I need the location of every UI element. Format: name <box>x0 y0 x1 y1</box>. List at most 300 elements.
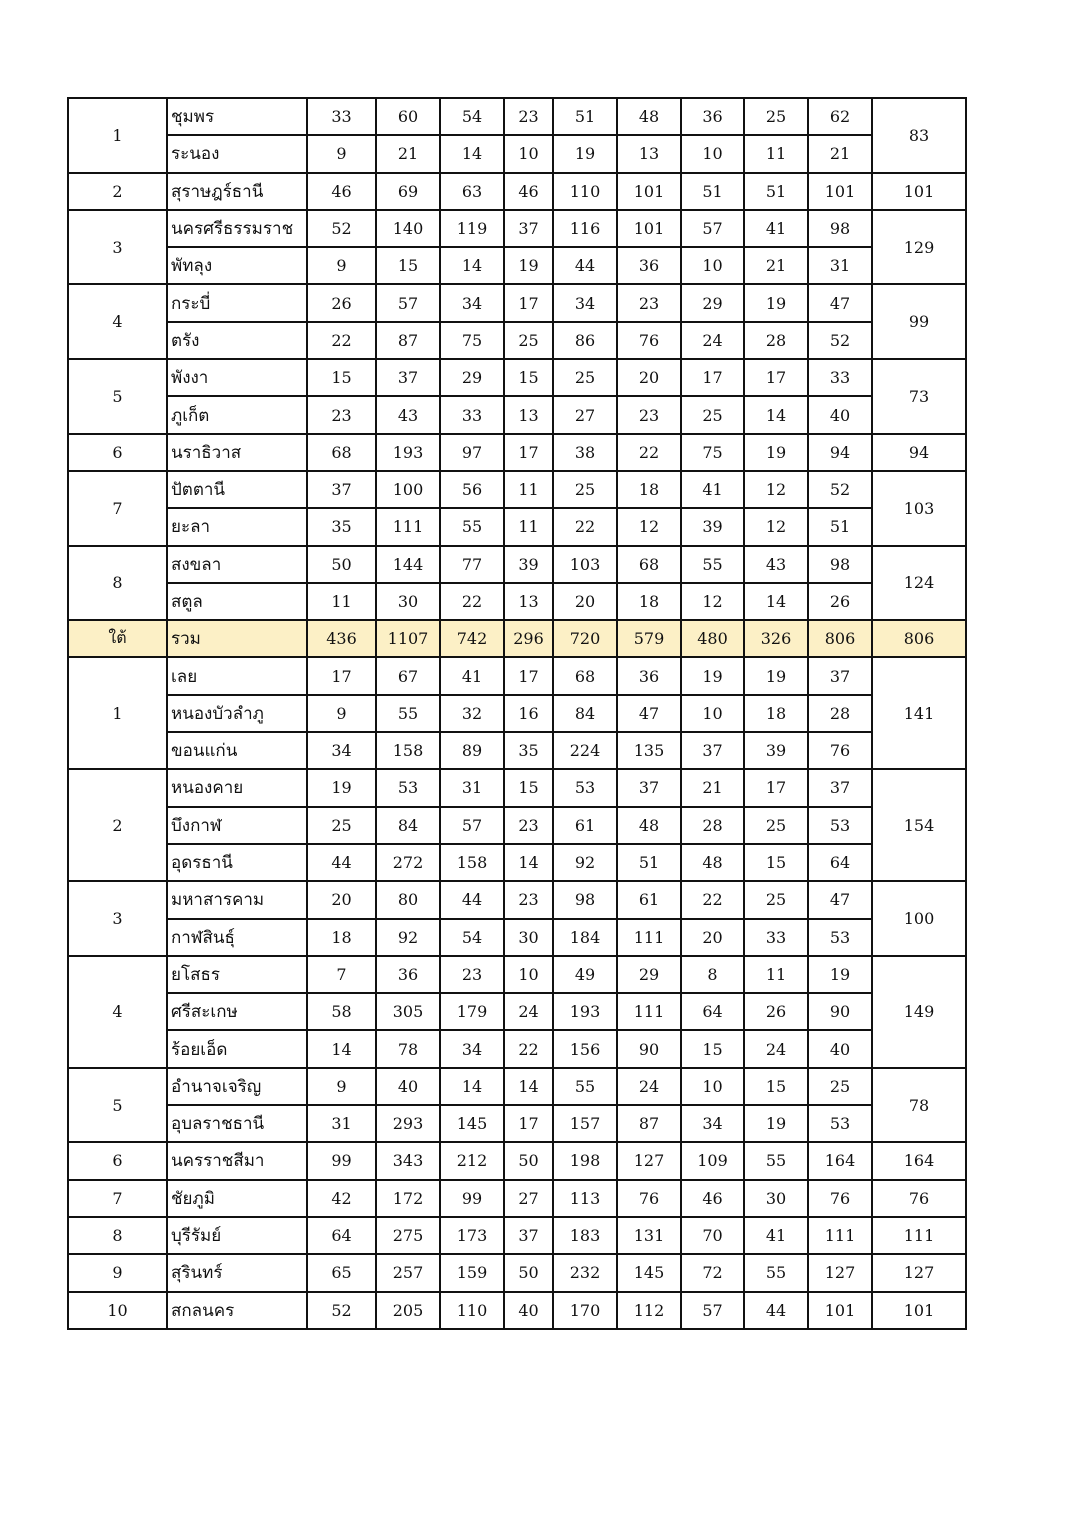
value-cell: 9 <box>307 695 376 732</box>
zone-total-cell: 76 <box>872 1180 966 1217</box>
zone-cell: 5 <box>68 1068 167 1143</box>
zone-total-cell: 127 <box>872 1254 966 1291</box>
value-cell: 33 <box>744 919 808 956</box>
value-cell: 10 <box>504 135 553 172</box>
value-cell: 90 <box>808 993 872 1030</box>
value-cell: 44 <box>440 881 504 918</box>
value-cell: 742 <box>440 620 504 657</box>
province-cell: มหาสารคาม <box>167 881 307 918</box>
province-cell: บึงกาฬ <box>167 807 307 844</box>
zone-cell: 3 <box>68 210 167 285</box>
table-row <box>68 583 966 620</box>
zone-cell: 7 <box>68 1180 167 1217</box>
table-row <box>68 284 966 321</box>
value-cell: 15 <box>376 247 440 284</box>
province-cell: พัทลุง <box>167 247 307 284</box>
value-cell: 78 <box>376 1030 440 1067</box>
zone-total-cell: 103 <box>872 471 966 546</box>
value-cell: 76 <box>617 1180 681 1217</box>
value-cell: 157 <box>553 1105 617 1142</box>
value-cell: 22 <box>617 434 681 471</box>
value-cell: 12 <box>744 471 808 508</box>
zone-total-cell: 94 <box>872 434 966 471</box>
zone-total-cell: 100 <box>872 881 966 956</box>
value-cell: 198 <box>553 1142 617 1179</box>
province-cell: บุรีรัมย์ <box>167 1217 307 1254</box>
value-cell: 98 <box>808 210 872 247</box>
value-cell: 62 <box>808 98 872 135</box>
value-cell: 87 <box>617 1105 681 1142</box>
table-row <box>68 1180 966 1217</box>
value-cell: 24 <box>504 993 553 1030</box>
value-cell: 11 <box>504 508 553 545</box>
value-cell: 17 <box>307 657 376 694</box>
value-cell: 29 <box>681 284 744 321</box>
value-cell: 145 <box>440 1105 504 1142</box>
value-cell: 61 <box>553 807 617 844</box>
value-cell: 68 <box>617 546 681 583</box>
value-cell: 109 <box>681 1142 744 1179</box>
province-cell: อุดรธานี <box>167 844 307 881</box>
value-cell: 10 <box>681 135 744 172</box>
value-cell: 26 <box>307 284 376 321</box>
value-cell: 34 <box>440 1030 504 1067</box>
province-cell: พังงา <box>167 359 307 396</box>
value-cell: 26 <box>808 583 872 620</box>
value-cell: 158 <box>376 732 440 769</box>
value-cell: 40 <box>376 1068 440 1105</box>
value-cell: 52 <box>307 1292 376 1329</box>
value-cell: 10 <box>681 247 744 284</box>
value-cell: 14 <box>504 844 553 881</box>
value-cell: 720 <box>553 620 617 657</box>
value-cell: 20 <box>681 919 744 956</box>
value-cell: 22 <box>440 583 504 620</box>
value-cell: 232 <box>553 1254 617 1291</box>
value-cell: 343 <box>376 1142 440 1179</box>
value-cell: 40 <box>504 1292 553 1329</box>
value-cell: 94 <box>808 434 872 471</box>
value-cell: 57 <box>681 210 744 247</box>
value-cell: 17 <box>504 284 553 321</box>
value-cell: 10 <box>681 695 744 732</box>
province-cell: นราธิวาส <box>167 434 307 471</box>
value-cell: 158 <box>440 844 504 881</box>
table-row <box>68 881 966 918</box>
zone-cell: 5 <box>68 359 167 434</box>
value-cell: 14 <box>440 247 504 284</box>
province-cell: ชุมพร <box>167 98 307 135</box>
value-cell: 39 <box>681 508 744 545</box>
value-cell: 44 <box>553 247 617 284</box>
value-cell: 8 <box>681 956 744 993</box>
value-cell: 76 <box>808 732 872 769</box>
value-cell: 97 <box>440 434 504 471</box>
value-cell: 64 <box>681 993 744 1030</box>
value-cell: 15 <box>504 359 553 396</box>
value-cell: 24 <box>681 322 744 359</box>
value-cell: 55 <box>744 1254 808 1291</box>
value-cell: 19 <box>553 135 617 172</box>
value-cell: 51 <box>808 508 872 545</box>
value-cell: 119 <box>440 210 504 247</box>
value-cell: 25 <box>553 471 617 508</box>
value-cell: 205 <box>376 1292 440 1329</box>
province-cell: สงขลา <box>167 546 307 583</box>
value-cell: 34 <box>553 284 617 321</box>
zone-cell: 10 <box>68 1292 167 1329</box>
province-cell: สกลนคร <box>167 1292 307 1329</box>
zone-total-cell: 78 <box>872 1068 966 1143</box>
value-cell: 23 <box>504 98 553 135</box>
value-cell: 305 <box>376 993 440 1030</box>
value-cell: 17 <box>681 359 744 396</box>
data-table <box>67 97 967 1330</box>
value-cell: 296 <box>504 620 553 657</box>
value-cell: 54 <box>440 98 504 135</box>
value-cell: 15 <box>681 1030 744 1067</box>
table-row <box>68 210 966 247</box>
value-cell: 36 <box>681 98 744 135</box>
value-cell: 145 <box>617 1254 681 1291</box>
zone-cell: 8 <box>68 1217 167 1254</box>
value-cell: 193 <box>553 993 617 1030</box>
table-row <box>68 135 966 172</box>
value-cell: 156 <box>553 1030 617 1067</box>
zone-total-cell: 101 <box>872 173 966 210</box>
province-cell: ชัยภูมิ <box>167 1180 307 1217</box>
value-cell: 19 <box>307 769 376 806</box>
table-row <box>68 844 966 881</box>
province-cell: เลย <box>167 657 307 694</box>
value-cell: 25 <box>744 881 808 918</box>
value-cell: 10 <box>681 1068 744 1105</box>
value-cell: 92 <box>376 919 440 956</box>
value-cell: 25 <box>744 98 808 135</box>
value-cell: 20 <box>307 881 376 918</box>
value-cell: 42 <box>307 1180 376 1217</box>
value-cell: 25 <box>307 807 376 844</box>
zone-total-cell: 141 <box>872 657 966 769</box>
value-cell: 159 <box>440 1254 504 1291</box>
value-cell: 50 <box>504 1142 553 1179</box>
province-cell: สุรินทร์ <box>167 1254 307 1291</box>
value-cell: 480 <box>681 620 744 657</box>
value-cell: 21 <box>744 247 808 284</box>
value-cell: 173 <box>440 1217 504 1254</box>
value-cell: 24 <box>744 1030 808 1067</box>
table-row <box>68 471 966 508</box>
value-cell: 34 <box>440 284 504 321</box>
value-cell: 57 <box>376 284 440 321</box>
value-cell: 77 <box>440 546 504 583</box>
zone-cell: 4 <box>68 284 167 359</box>
value-cell: 68 <box>553 657 617 694</box>
value-cell: 46 <box>307 173 376 210</box>
value-cell: 53 <box>808 1105 872 1142</box>
value-cell: 21 <box>376 135 440 172</box>
value-cell: 53 <box>376 769 440 806</box>
value-cell: 23 <box>617 396 681 433</box>
table-row <box>68 695 966 732</box>
value-cell: 135 <box>617 732 681 769</box>
value-cell: 14 <box>744 396 808 433</box>
value-cell: 60 <box>376 98 440 135</box>
value-cell: 31 <box>440 769 504 806</box>
value-cell: 24 <box>617 1068 681 1105</box>
table-row <box>68 508 966 545</box>
province-cell: ตรัง <box>167 322 307 359</box>
value-cell: 110 <box>553 173 617 210</box>
value-cell: 25 <box>504 322 553 359</box>
value-cell: 184 <box>553 919 617 956</box>
table-row <box>68 247 966 284</box>
value-cell: 111 <box>617 993 681 1030</box>
value-cell: 86 <box>553 322 617 359</box>
value-cell: 30 <box>744 1180 808 1217</box>
value-cell: 27 <box>504 1180 553 1217</box>
value-cell: 51 <box>553 98 617 135</box>
value-cell: 52 <box>808 322 872 359</box>
value-cell: 29 <box>617 956 681 993</box>
value-cell: 111 <box>808 1217 872 1254</box>
value-cell: 12 <box>681 583 744 620</box>
value-cell: 14 <box>504 1068 553 1105</box>
value-cell: 31 <box>307 1105 376 1142</box>
zone-cell: 9 <box>68 1254 167 1291</box>
value-cell: 12 <box>744 508 808 545</box>
value-cell: 18 <box>744 695 808 732</box>
value-cell: 61 <box>617 881 681 918</box>
value-cell: 17 <box>744 769 808 806</box>
value-cell: 53 <box>808 919 872 956</box>
value-cell: 49 <box>553 956 617 993</box>
value-cell: 17 <box>504 1105 553 1142</box>
value-cell: 98 <box>553 881 617 918</box>
table-row <box>68 919 966 956</box>
value-cell: 48 <box>617 98 681 135</box>
value-cell: 75 <box>681 434 744 471</box>
value-cell: 23 <box>504 807 553 844</box>
value-cell: 64 <box>307 1217 376 1254</box>
value-cell: 41 <box>744 210 808 247</box>
value-cell: 37 <box>617 769 681 806</box>
value-cell: 15 <box>504 769 553 806</box>
value-cell: 39 <box>504 546 553 583</box>
table-row <box>68 1254 966 1291</box>
province-cell: กระบี่ <box>167 284 307 321</box>
table-row <box>68 993 966 1030</box>
value-cell: 11 <box>744 135 808 172</box>
value-cell: 11 <box>504 471 553 508</box>
value-cell: 101 <box>808 173 872 210</box>
value-cell: 19 <box>808 956 872 993</box>
value-cell: 84 <box>376 807 440 844</box>
table-body <box>68 98 966 1329</box>
value-cell: 28 <box>681 807 744 844</box>
value-cell: 55 <box>553 1068 617 1105</box>
value-cell: 22 <box>553 508 617 545</box>
table-row <box>68 1030 966 1067</box>
value-cell: 35 <box>504 732 553 769</box>
value-cell: 37 <box>376 359 440 396</box>
zone-total-cell: 83 <box>872 98 966 173</box>
value-cell: 13 <box>504 396 553 433</box>
value-cell: 257 <box>376 1254 440 1291</box>
value-cell: 100 <box>376 471 440 508</box>
value-cell: 35 <box>307 508 376 545</box>
total-row <box>68 620 966 657</box>
zone-total-cell: 111 <box>872 1217 966 1254</box>
value-cell: 16 <box>504 695 553 732</box>
value-cell: 33 <box>307 98 376 135</box>
value-cell: 63 <box>440 173 504 210</box>
value-cell: 12 <box>617 508 681 545</box>
value-cell: 51 <box>744 173 808 210</box>
table-row <box>68 546 966 583</box>
value-cell: 50 <box>307 546 376 583</box>
province-cell: ร้อยเอ็ด <box>167 1030 307 1067</box>
value-cell: 806 <box>808 620 872 657</box>
value-cell: 47 <box>808 881 872 918</box>
value-cell: 22 <box>681 881 744 918</box>
table-row <box>68 956 966 993</box>
value-cell: 55 <box>440 508 504 545</box>
value-cell: 15 <box>744 844 808 881</box>
value-cell: 37 <box>681 732 744 769</box>
value-cell: 39 <box>744 732 808 769</box>
value-cell: 18 <box>617 583 681 620</box>
value-cell: 275 <box>376 1217 440 1254</box>
value-cell: 27 <box>553 396 617 433</box>
table-row <box>68 1068 966 1105</box>
value-cell: 37 <box>307 471 376 508</box>
value-cell: 32 <box>440 695 504 732</box>
value-cell: 112 <box>617 1292 681 1329</box>
zone-total-cell: 101 <box>872 1292 966 1329</box>
value-cell: 41 <box>440 657 504 694</box>
value-cell: 9 <box>307 135 376 172</box>
value-cell: 101 <box>617 210 681 247</box>
value-cell: 46 <box>504 173 553 210</box>
value-cell: 68 <box>307 434 376 471</box>
zone-total-cell: 99 <box>872 284 966 359</box>
table-row <box>68 1105 966 1142</box>
value-cell: 131 <box>617 1217 681 1254</box>
value-cell: 101 <box>617 173 681 210</box>
zone-total-cell: 154 <box>872 769 966 881</box>
value-cell: 99 <box>307 1142 376 1179</box>
province-cell: สุราษฎร์ธานี <box>167 173 307 210</box>
value-cell: 110 <box>440 1292 504 1329</box>
value-cell: 179 <box>440 993 504 1030</box>
value-cell: 22 <box>307 322 376 359</box>
value-cell: 33 <box>440 396 504 433</box>
value-cell: 38 <box>553 434 617 471</box>
value-cell: 44 <box>307 844 376 881</box>
value-cell: 89 <box>440 732 504 769</box>
value-cell: 55 <box>681 546 744 583</box>
value-cell: 58 <box>307 993 376 1030</box>
table-row <box>68 1142 966 1179</box>
value-cell: 51 <box>681 173 744 210</box>
value-cell: 67 <box>376 657 440 694</box>
value-cell: 18 <box>617 471 681 508</box>
table-row <box>68 359 966 396</box>
province-cell: นครราชสีมา <box>167 1142 307 1179</box>
value-cell: 13 <box>504 583 553 620</box>
value-cell: 40 <box>808 1030 872 1067</box>
zone-cell: 6 <box>68 1142 167 1179</box>
value-cell: 33 <box>808 359 872 396</box>
value-cell: 14 <box>744 583 808 620</box>
province-cell: อุบลราชธานี <box>167 1105 307 1142</box>
zone-total-cell: 129 <box>872 210 966 285</box>
zone-cell: 1 <box>68 98 167 173</box>
province-cell: สตูล <box>167 583 307 620</box>
value-cell: 17 <box>504 434 553 471</box>
value-cell: 293 <box>376 1105 440 1142</box>
value-cell: 40 <box>808 396 872 433</box>
value-cell: 53 <box>553 769 617 806</box>
province-cell: อำนาจเจริญ <box>167 1068 307 1105</box>
province-cell: ระนอง <box>167 135 307 172</box>
value-cell: 10 <box>504 956 553 993</box>
value-cell: 46 <box>681 1180 744 1217</box>
value-cell: 34 <box>681 1105 744 1142</box>
zone-cell: 2 <box>68 173 167 210</box>
value-cell: 36 <box>617 657 681 694</box>
value-cell: 84 <box>553 695 617 732</box>
zone-total-cell: 124 <box>872 546 966 621</box>
province-cell: ยโสธร <box>167 956 307 993</box>
zone-cell: 3 <box>68 881 167 956</box>
value-cell: 37 <box>504 210 553 247</box>
province-cell: ขอนแก่น <box>167 732 307 769</box>
value-cell: 55 <box>376 695 440 732</box>
value-cell: 76 <box>617 322 681 359</box>
value-cell: 23 <box>440 956 504 993</box>
value-cell: 52 <box>808 471 872 508</box>
value-cell: 34 <box>307 732 376 769</box>
table-row <box>68 322 966 359</box>
value-cell: 50 <box>504 1254 553 1291</box>
zone-cell: 7 <box>68 471 167 546</box>
value-cell: 17 <box>744 359 808 396</box>
value-cell: 224 <box>553 732 617 769</box>
value-cell: 19 <box>681 657 744 694</box>
table-row <box>68 1217 966 1254</box>
value-cell: 64 <box>808 844 872 881</box>
province-cell: หนองบัวลำภู <box>167 695 307 732</box>
value-cell: 65 <box>307 1254 376 1291</box>
value-cell: 28 <box>744 322 808 359</box>
value-cell: 140 <box>376 210 440 247</box>
value-cell: 53 <box>808 807 872 844</box>
value-cell: 41 <box>744 1217 808 1254</box>
value-cell: 111 <box>376 508 440 545</box>
value-cell: 212 <box>440 1142 504 1179</box>
value-cell: 41 <box>681 471 744 508</box>
value-cell: 19 <box>744 657 808 694</box>
value-cell: 23 <box>307 396 376 433</box>
value-cell: 47 <box>808 284 872 321</box>
value-cell: 579 <box>617 620 681 657</box>
zone-total-cell: 73 <box>872 359 966 434</box>
value-cell: 7 <box>307 956 376 993</box>
value-cell: 75 <box>440 322 504 359</box>
province-cell: ศรีสะเกษ <box>167 993 307 1030</box>
